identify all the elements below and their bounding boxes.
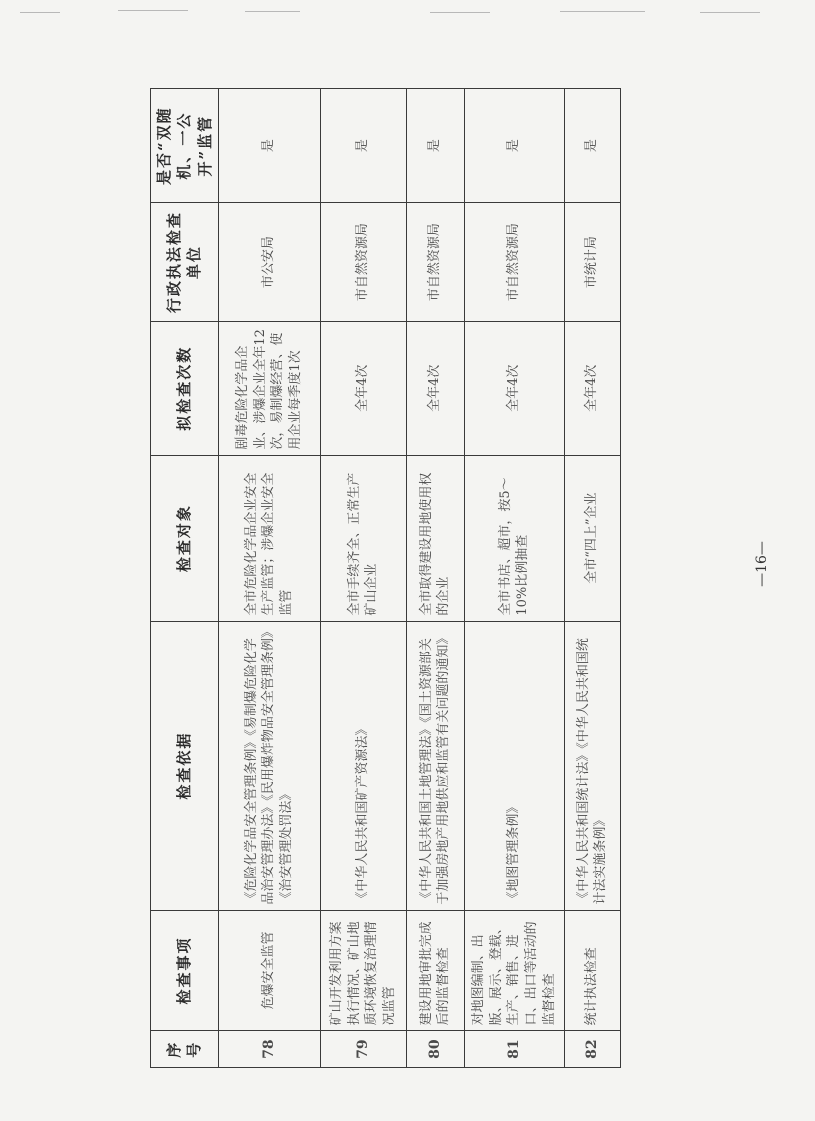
- cell-object: 全市取得建设用地使用权的企业: [406, 455, 464, 621]
- cell-basis: 《中华人民共和国矿产资源法》: [320, 621, 406, 910]
- cell-count: 全年4次: [320, 321, 406, 455]
- table-row: [218, 89, 320, 1068]
- header-count: 拟检查次数: [151, 321, 219, 455]
- header-unit: 行政执法检查单位: [151, 203, 219, 322]
- page-number-container: [742, 541, 782, 587]
- scan-artifact-line: [560, 11, 645, 12]
- cell-count: 全年4次: [464, 321, 564, 455]
- table-row: [406, 89, 464, 1068]
- cell-unit: 市公安局: [218, 203, 320, 322]
- cell-object: 全市手续齐全、正常生产矿山企业: [320, 455, 406, 621]
- cell-object: 全市“四上”企业: [564, 455, 620, 621]
- inspection-table: [150, 88, 621, 1068]
- cell-item: 建设用地审批完成后的监督检查: [406, 910, 464, 1031]
- cell-double-random: 是: [564, 89, 620, 203]
- cell-seq: 81: [464, 1031, 564, 1068]
- cell-object: 全市书店、超市，按5～10%比例抽查: [464, 455, 564, 621]
- scan-artifact-line: [20, 12, 60, 13]
- cell-count: 剧毒危险化学品企业、涉爆企业全年12次，易制爆经营、使用企业每季度1次: [218, 321, 320, 455]
- cell-seq: 78: [218, 1031, 320, 1068]
- cell-item: 危爆安全监管: [218, 910, 320, 1031]
- table-header-row: [151, 89, 219, 1068]
- cell-unit: 市自然资源局: [464, 203, 564, 322]
- cell-seq: 80: [406, 1031, 464, 1068]
- cell-basis: 《中华人民共和国统计法》《中华人民共和国统计法实施条例》: [564, 621, 620, 910]
- cell-double-random: 是: [406, 89, 464, 203]
- header-item: 检查事项: [151, 910, 219, 1031]
- cell-basis: 《地图管理条例》: [464, 621, 564, 910]
- scan-artifact-line: [118, 10, 188, 11]
- header-basis: 检查依据: [151, 621, 219, 910]
- scan-artifact-line: [430, 12, 490, 13]
- cell-object: 全市危险化学品企业安全生产监管；涉爆企业安全监管: [218, 455, 320, 621]
- header-object: 检查对象: [151, 455, 219, 621]
- cell-double-random: 是: [218, 89, 320, 203]
- cell-seq: 82: [564, 1031, 620, 1068]
- cell-basis: 《危险化学品安全管理条例》《易制爆危险化学品治安管理办法》《民用爆炸物品安全管理条例》《治安管理处罚法》: [218, 621, 320, 910]
- cell-unit: 市自然资源局: [320, 203, 406, 322]
- cell-count: 全年4次: [564, 321, 620, 455]
- inspection-table-rotated: [150, 88, 609, 1068]
- cell-double-random: 是: [464, 89, 564, 203]
- header-double-random: 是否“双随机、一公开”监管: [151, 89, 219, 203]
- scan-artifact-line: [245, 11, 300, 12]
- cell-item: 矿山开发利用方案执行情况、矿山地质环境恢复治理情况监管: [320, 910, 406, 1031]
- cell-double-random: 是: [320, 89, 406, 203]
- cell-unit: 市统计局: [564, 203, 620, 322]
- header-seq: 序号: [151, 1031, 219, 1068]
- scan-artifact-line: [700, 12, 760, 13]
- cell-unit: 市自然资源局: [406, 203, 464, 322]
- table-row: [564, 89, 620, 1068]
- table-row: [464, 89, 564, 1068]
- cell-basis: 《中华人民共和国土地管理法》《国土资源部关于加强房地产用地供应和监管有关问题的通知》: [406, 621, 464, 910]
- cell-item: 对地图编制、出版、展示、登载、生产、销售、进口、出口等活动的监督检查: [464, 910, 564, 1031]
- cell-seq: 79: [320, 1031, 406, 1068]
- cell-item: 统计执法检查: [564, 910, 620, 1031]
- page-number: —16—: [754, 541, 771, 587]
- cell-count: 全年4次: [406, 321, 464, 455]
- table-row: [320, 89, 406, 1068]
